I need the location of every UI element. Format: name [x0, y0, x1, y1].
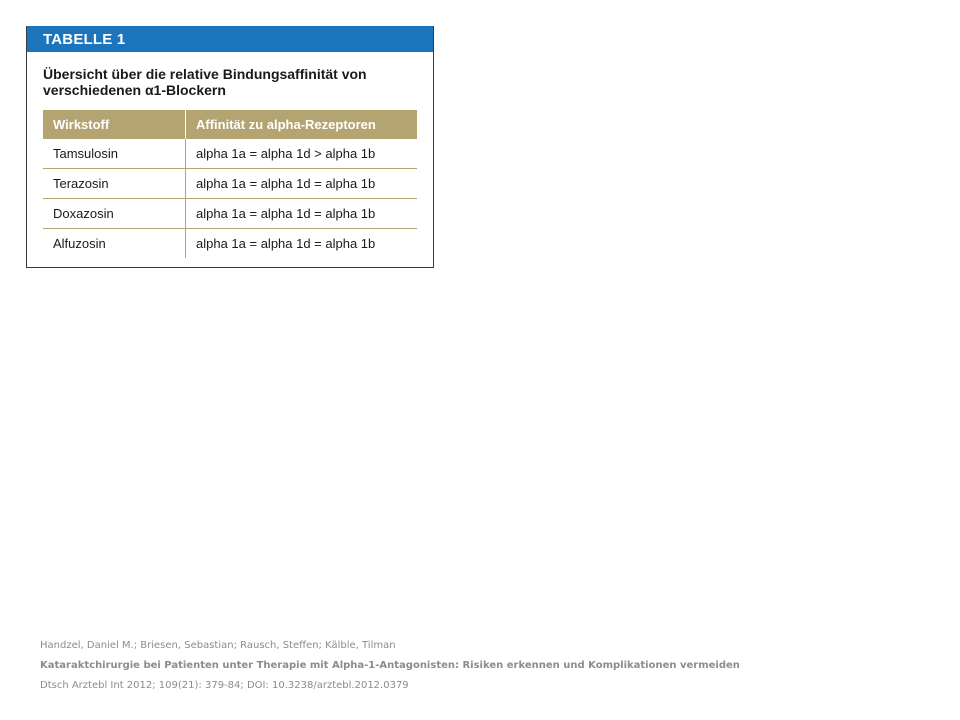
table-label: TABELLE 1 [43, 31, 126, 48]
affinity-table [43, 110, 417, 258]
table-row [43, 169, 417, 199]
drug-cell: Tamsulosin [43, 139, 186, 169]
table-row [43, 229, 417, 259]
affinity-cell: alpha 1a = alpha 1d = alpha 1b [186, 169, 418, 199]
citation-title: Kataraktchirurgie bei Patienten unter Therapie mit Alpha-1-Antagonisten: Risiken erkennen und Komplikationen vermeiden [40, 660, 740, 671]
column-header-wirkstoff: Wirkstoff [43, 110, 186, 139]
table-header-row [43, 110, 417, 139]
citation-source: Dtsch Arztebl Int 2012; 109(21): 379-84; DOI: 10.3238/arztebl.2012.0379 [40, 680, 409, 691]
drug-cell: Terazosin [43, 169, 186, 199]
citation [40, 636, 740, 696]
table-row [43, 139, 417, 169]
drug-cell: Doxazosin [43, 199, 186, 229]
table-caption: Übersicht über die relative Bindungsaffinität von verschiedenen α1-Blockern [43, 66, 367, 98]
affinity-cell: alpha 1a = alpha 1d > alpha 1b [186, 139, 418, 169]
affinity-cell: alpha 1a = alpha 1d = alpha 1b [196, 236, 376, 251]
table-header-bar [27, 26, 433, 52]
affinity-cell: alpha 1a = alpha 1d = alpha 1b [186, 199, 418, 229]
citation-authors: Handzel, Daniel M.; Briesen, Sebastian; Rausch, Steffen; Kälble, Tilman [40, 640, 396, 651]
table-row [43, 199, 417, 229]
column-header-affinitaet: Affinität zu alpha-Rezeptoren [186, 110, 418, 139]
table-figure [26, 26, 434, 268]
drug-cell: Alfuzosin [43, 229, 186, 259]
